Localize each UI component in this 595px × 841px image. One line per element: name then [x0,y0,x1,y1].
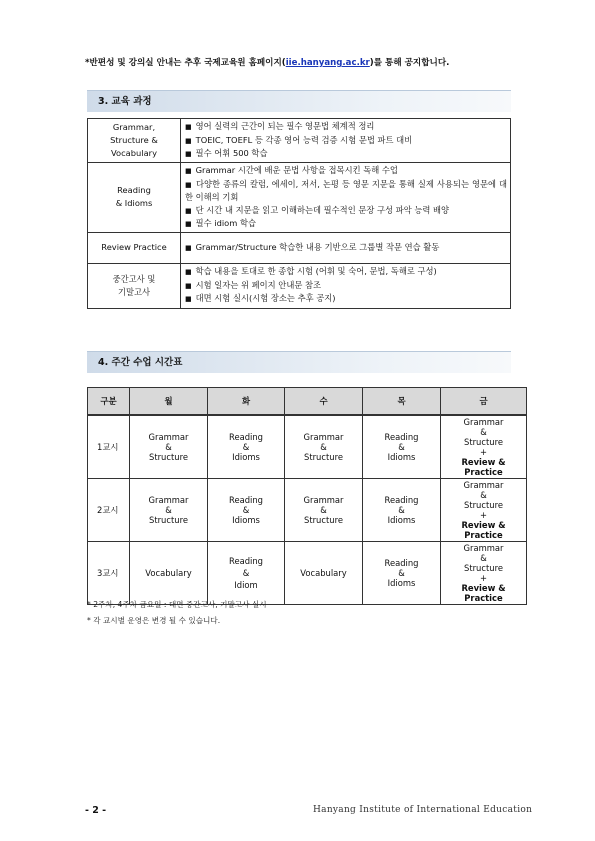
cell-line: & [480,553,487,563]
cell-line: & [398,442,405,452]
class-cell [130,479,208,542]
table-row [88,542,527,605]
class-cell [285,479,363,542]
class-cell [441,479,527,542]
page-number: - 2 - [85,805,107,816]
cell-line: + [479,447,488,457]
label-line: Review Practice [101,242,167,252]
cell-line: & [320,505,327,515]
cell-line: Grammar [303,495,344,505]
cell-line: Idioms [387,452,416,462]
class-cell [130,542,208,605]
list-item-text: 단 시간 내 지문을 읽고 이해하는데 필수적인 문장 구성 파악 능력 배양 [195,204,450,215]
cell-line: Structure [149,515,188,525]
square-bullet-icon: ■ [185,220,192,228]
cell-line: & [242,568,250,578]
cell-line: Structure [464,437,503,447]
curriculum-row [88,163,511,233]
list-item-text: 필수 idiom 학습 [195,218,256,228]
label-line: 중간고사 및 [112,273,156,284]
curriculum-description [181,119,511,163]
cell-line: Idioms [387,578,416,588]
header-monday: 월 [130,388,208,416]
cell-line-bold: Review & Practice [461,520,506,540]
class-cell [363,542,441,605]
footer-institute: Hanyang Institute of International Education [313,805,533,815]
cell-line: Structure [149,452,188,462]
list-item [185,147,507,161]
list-item [185,241,507,255]
list-item [185,178,507,204]
cell-line: & [165,505,172,515]
table-row [88,479,527,542]
square-bullet-icon: ■ [185,180,192,189]
square-bullet-icon: ■ [185,206,192,215]
cell-line: Structure [304,452,343,462]
cell-line: Reading [229,495,263,505]
cell-line: Reading [384,558,419,568]
cell-line: Grammar [303,432,344,442]
header-thursday: 목 [363,388,441,416]
list-item-text: 필수 어휘 500 학습 [195,148,268,159]
square-bullet-icon: ■ [185,268,192,277]
label-line: & Idioms [115,198,153,209]
square-bullet-icon: ■ [185,136,192,145]
cell-line: Grammar [463,417,504,427]
list-item [185,204,507,218]
list-item [185,217,507,231]
cell-line: Grammar [148,495,189,505]
period-cell: 3교시 [88,542,130,605]
cell-line: Grammar [463,480,504,490]
cell-line: & [242,442,250,452]
list-item [185,265,507,279]
cell-line-bold: Review & Practice [461,457,506,477]
cell-line: Idioms [387,515,416,525]
class-cell [208,415,285,479]
cell-line: & [242,505,250,515]
cell-line: & [398,568,405,578]
curriculum-description [181,163,511,233]
list-item-text: 영어 실력의 근간이 되는 필수 영문법 체계적 정리 [195,121,375,132]
class-cell [441,415,527,479]
cell-line: Idioms [232,515,260,525]
list-item [185,164,507,178]
notice-text [85,56,449,68]
header-period: 구분 [88,388,130,416]
cell-line: Vocabulary [145,568,192,578]
class-cell [363,479,441,542]
curriculum-description [181,263,511,308]
label-line: Structure & [110,135,158,145]
class-cell [208,542,285,605]
list-item [185,120,507,134]
list-item-text: TOEIC, TOEFL 등 각종 영어 능력 검증 시험 문법 파트 대비 [195,134,413,145]
timetable-header-row [88,388,527,416]
curriculum-label [88,119,181,163]
list-item-text: Grammar/Structure 학습한 내용 기반으로 그룹별 작문 연습 활동 [195,241,440,252]
notice-before: *반편성 및 강의실 안내는 추후 국제교육원 홈페이지( [85,58,286,68]
cell-line: Grammar [148,432,189,442]
cell-line: & [480,490,487,500]
list-item-text: Grammar 시간에 배운 문법 사항을 접목시킨 독해 수업 [195,165,398,175]
table-row [88,415,527,479]
cell-line: Structure [464,500,503,510]
cell-line: Structure [464,563,503,573]
cell-line: & [320,442,327,452]
list-item-text: 학습 내용을 토대로 한 종합 시험 (어휘 및 숙어, 문법, 독해로 구성) [195,266,437,277]
cell-line: Reading [384,495,419,505]
label-line: Grammar, [112,122,156,132]
class-cell [130,415,208,479]
homepage-link[interactable]: iie.hanyang.ac.kr [285,58,370,68]
section-title-timetable: 4. 주간 수업 시간표 [87,351,511,373]
cell-line: & [480,427,487,437]
cell-line: Idiom [234,580,258,590]
curriculum-row [88,232,511,263]
list-item-text: 대면 시험 실시(시험 장소는 추후 공지) [195,293,336,304]
square-bullet-icon: ■ [185,243,192,252]
curriculum-label [88,263,181,308]
cell-line: Reading [229,556,263,566]
square-bullet-icon: ■ [185,150,192,159]
timetable-note: * 2주차, 4주차 금요일 : 대면 중간고사, 기말고사 실시 [87,600,267,609]
curriculum-label [88,232,181,263]
cell-line: + [479,510,488,520]
timetable [87,387,527,605]
square-bullet-icon: ■ [185,123,192,132]
list-item-text: 시험 일자는 위 페이지 안내문 참조 [195,279,322,290]
curriculum-table [87,118,511,309]
cell-line-bold: Review & Practice [461,583,506,603]
square-bullet-icon: ■ [185,295,192,304]
header-friday: 금 [441,388,527,416]
class-cell [285,542,363,605]
curriculum-description [181,232,511,263]
cell-line: + [479,573,488,583]
header-tuesday: 화 [208,388,285,416]
cell-line: Reading [229,432,263,442]
section-title-curriculum: 3. 교육 과정 [87,90,511,112]
header-wednesday: 수 [285,388,363,416]
label-line: Vocabulary [111,148,157,158]
period-cell: 2교시 [88,479,130,542]
cell-line: Structure [304,515,343,525]
cell-line: & [398,505,405,515]
square-bullet-icon: ■ [185,167,192,175]
class-cell [441,542,527,605]
list-item [185,279,507,293]
list-item-text: 다양한 종류의 칼럼, 에세이, 저서, 논평 등 영문 지문을 통해 실제 사용되는 영문에 대한 이해의 기회 [185,178,507,202]
cell-line: Idioms [232,452,260,462]
class-cell [285,415,363,479]
class-cell [208,479,285,542]
cell-line: Grammar [463,543,504,553]
curriculum-row [88,263,511,308]
cell-line: & [165,442,172,452]
label-line: Reading [117,185,151,196]
class-cell [363,415,441,479]
label-line: 기말고사 [117,286,151,297]
curriculum-label [88,163,181,233]
notice-after: )를 통해 공지합니다. [369,58,450,68]
cell-line: Vocabulary [300,568,347,578]
square-bullet-icon: ■ [185,281,192,290]
curriculum-row [88,119,511,163]
list-item [185,134,507,148]
period-cell: 1교시 [88,415,130,479]
timetable-note: * 각 교시별 운영은 변경 될 수 있습니다. [87,616,221,625]
list-item [185,292,507,306]
cell-line: Reading [384,432,419,442]
